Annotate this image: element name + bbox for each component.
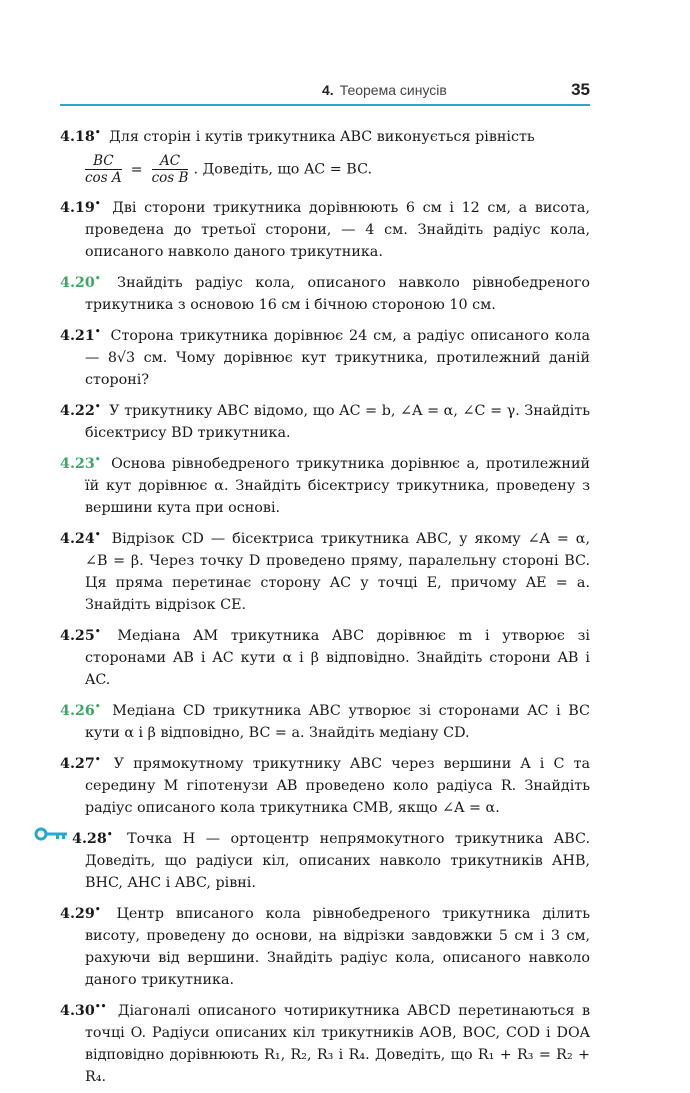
problem-4-26 (60, 696, 590, 744)
problem-text: Знайдіть радіус кола, описаного навколо рівнобедреного трикутника з основою 16 см і бічною стороною 10 см. (85, 275, 591, 313)
problem-number: 4.20• (60, 274, 101, 291)
problem-4-21 (60, 321, 590, 391)
problem-text: У трикутнику ABC відомо, що AC = b, ∠A = α, ∠C = γ. Знайдіть бісектрису BD трикутника. (85, 403, 590, 441)
fraction-ac-cosb: $\frac{AC}{\text{cos B}}$ (151, 153, 189, 186)
problem-number: 4.23• (60, 455, 101, 472)
problem-number: 4.28• (72, 830, 113, 847)
problem-4-28 (60, 824, 590, 894)
problem-text: Медіана CD трикутника ABC утворює зі сторонами AC і BC кути α і β відповідно, BC = a. Знайдіть медіану CD. (85, 703, 590, 741)
problem-text: Центр вписаного кола рівнобедреного трикутника ділить висоту, проведену до основи, на відрізки завдовжки 5 см і 3 см, рахуючи від вершини. Знайдіть радіус кола, описаного навколо даного трикутника. (85, 906, 591, 988)
problem-number: 4.30•• (60, 1002, 107, 1019)
problem-number: 4.29• (60, 905, 101, 922)
page-number: 35 (571, 80, 590, 99)
chapter-title (322, 82, 447, 98)
formula-row: $\frac{BC}{\text{cos A}}$ = $\frac{AC}{\text{cos B}}$ . Доведіть, що AC = BC. (85, 153, 373, 186)
problem-text: У прямокутному трикутнику ABC через вершини A і C та середину M гіпотенузи AB проведено коло радіуса R. Знайдіть радіус описаного кола трикутника CMB, якщо ∠A = α. (85, 756, 591, 816)
problem-number: 4.24• (60, 530, 101, 547)
problem-number: 4.27• (60, 755, 101, 772)
problem-number: 4.19• (60, 199, 101, 216)
problem-number: 4.22• (60, 402, 101, 419)
problem-4-24 (60, 524, 590, 616)
problem-list (60, 122, 590, 1093)
problem-4-27 (60, 749, 590, 819)
problem-4-19 (60, 193, 590, 263)
problem-text: Медіана AM трикутника ABC дорівнює m і утворює зі сторонами AB і AC кути α і β відповідно. Знайдіть сторони AB і AC. (85, 628, 590, 688)
chapter-number: 4. (322, 82, 334, 98)
problem-number: 4.18• (60, 128, 101, 145)
problem-text: Діагоналі описаного чотирикутника ABCD перетинаються в точці O. Радіуси описаних кіл трикутників AOB, BOC, COD і DOA відповідно дорівнюють R₁, R₂, R₃ і R₄. Доведіть, що R₁ + R₃ = R₂ + R₄. (85, 1003, 590, 1085)
header-rule (60, 104, 590, 106)
problem-text: Дві сторони трикутника дорівнюють 6 см і 12 см, а висота, проведена до третьої сторони, — 4 см. Знайдіть радіус кола, описаного навколо даного трикутника. (85, 200, 590, 260)
problem-4-25 (60, 621, 590, 691)
fraction-bc-cosa: $\frac{BC}{\text{cos A}}$ (85, 153, 122, 186)
problem-number: 4.25• (60, 627, 101, 644)
problem-4-23 (60, 449, 590, 519)
problem-text: Відрізок CD — бісектриса трикутника ABC, у якому ∠A = α, ∠B = β. Через точку D проведено пряму, паралельну стороні BC. Ця пряма перетинає сторону AC у точці E, причому AE = a. Знайдіть відрізок CE. (85, 531, 590, 613)
problem-text: Сторона трикутника дорівнює 24 см, а радіус описаного кола — 8√3 см. Чому дорівнює кут трикутника, протилежний даній стороні? (85, 328, 591, 388)
problem-4-30 (60, 996, 590, 1088)
problem-text: Точка H — ортоцентр непрямокутного трикутника ABC. Доведіть, що радіуси кіл, описаних навколо трикутників AHB, BHC, AHC і ABC, рівні. (85, 831, 590, 891)
problem-number: 4.21• (60, 327, 101, 344)
problem-4-20 (60, 268, 590, 316)
problem-text-cont: . Доведіть, що AC = BC. (193, 161, 373, 178)
problem-text: Для сторін і кутів трикутника ABC виконується рівність (109, 129, 535, 145)
problem-text: Основа рівнобедреного трикутника дорівнює a, протилежний їй кут дорівнює α. Знайдіть бісектрису трикутника, проведену з вершини кута при основі. (85, 456, 591, 516)
chapter-title-text: Теорема синусів (339, 82, 447, 98)
problem-4-22 (60, 396, 590, 444)
problem-4-29 (60, 899, 590, 991)
problem-4-18 (60, 122, 590, 148)
problem-number: 4.26• (60, 702, 101, 719)
key-icon (34, 827, 68, 841)
